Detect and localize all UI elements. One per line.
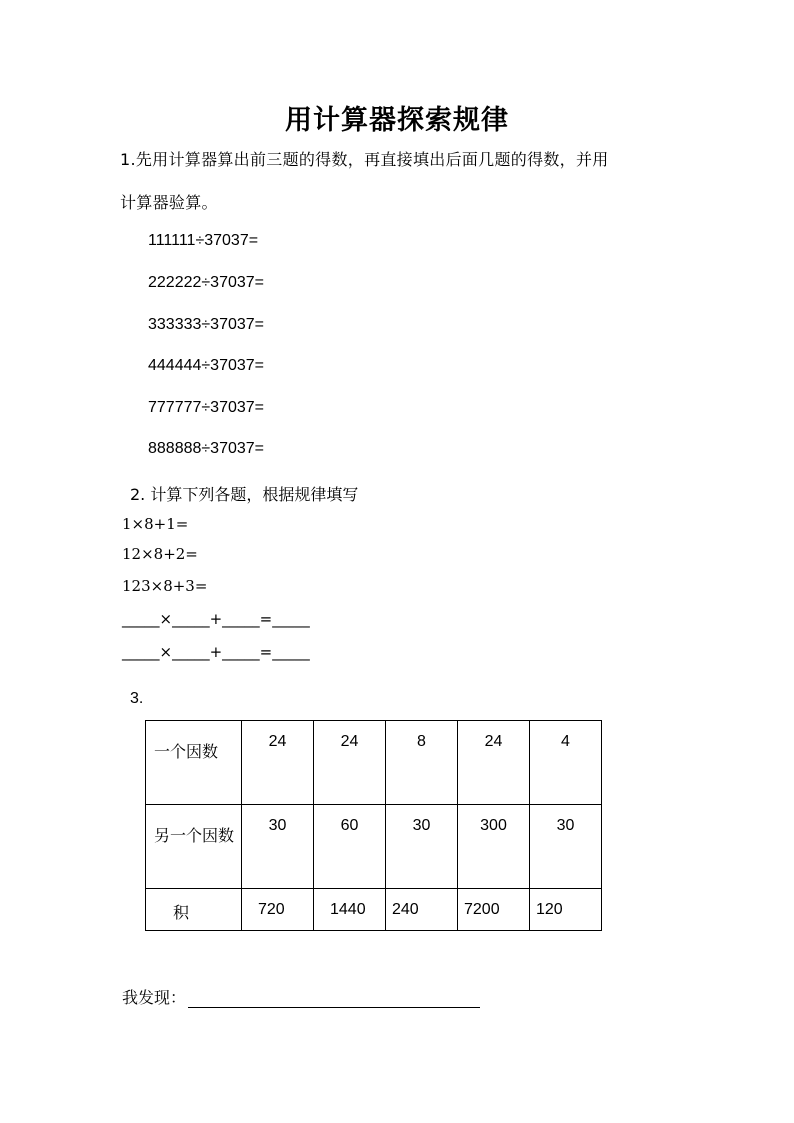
page-title: 用计算器探索规律 [285,105,509,136]
q1-equation-5: 777777÷37037= [148,399,265,416]
table-cell[interactable]: 8 [386,721,458,805]
q2-equation-1: 1×8+1= [122,515,189,533]
q2-equation-2: 12×8+2= [122,545,198,563]
table-cell[interactable]: 30 [386,805,458,889]
table-row [146,805,602,889]
table-cell[interactable]: 24 [242,721,314,805]
table-cell[interactable]: 30 [242,805,314,889]
q1-instruction-line2: 计算器验算。 [120,193,218,212]
table-cell[interactable]: 120 [530,889,602,931]
q2-blank-line-2[interactable]: _____×_____+_____=_____ [122,643,310,661]
q2-equation-3: 123×8+3= [122,577,208,595]
q1-equation-1: 111111÷37037= [148,232,259,249]
table-cell[interactable]: 30 [530,805,602,889]
table-cell[interactable]: 60 [314,805,386,889]
q3-number: 3. [130,690,144,707]
discover-answer-blank[interactable] [188,990,480,1008]
table-cell[interactable]: 240 [386,889,458,931]
q1-equation-2: 222222÷37037= [148,274,265,291]
table-cell[interactable]: 300 [458,805,530,889]
table-cell[interactable]: 7200 [458,889,530,931]
discover-label: 我发现： [122,988,187,1007]
table-cell[interactable]: 720 [242,889,314,931]
table-row [146,889,602,931]
table-cell[interactable]: 24 [458,721,530,805]
row-label: 另一个因数 [146,805,242,889]
table-cell[interactable]: 4 [530,721,602,805]
q1-equation-6: 888888÷37037= [148,440,265,457]
q1-equation-4: 444444÷37037= [148,357,265,374]
q2-blank-line-1[interactable]: _____×_____+_____=_____ [122,610,310,628]
row-label: 一个因数 [146,721,242,805]
row-label: 积 [146,889,242,931]
q1-instruction-line1: 1.先用计算器算出前三题的得数，再直接填出后面几题的得数，并用 [120,150,609,169]
table-cell[interactable]: 24 [314,721,386,805]
table-cell[interactable]: 1440 [314,889,386,931]
table-row [146,721,602,805]
q1-equation-3: 333333÷37037= [148,316,265,333]
discover-line [122,985,480,1008]
q2-heading: 2. 计算下列各题，根据规律填写 [130,485,359,504]
factor-product-table [145,720,602,931]
